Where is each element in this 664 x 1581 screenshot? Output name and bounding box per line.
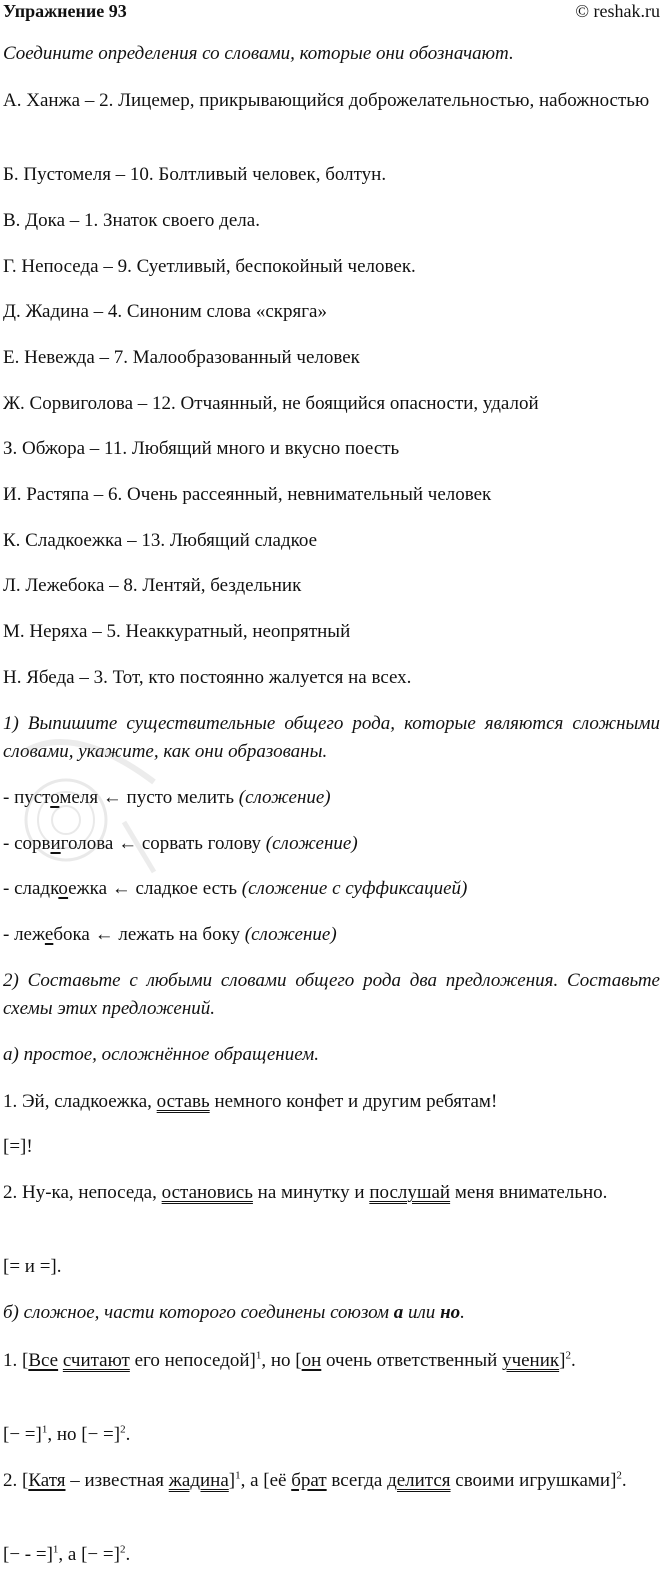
sentence-a2: 2. Ну-ка, непоседа, остановись на минутку и послушай меня внимательно. — [3, 1182, 608, 1203]
predicate: считают — [62, 1350, 130, 1371]
sentence-b1: 1. [Все считают его непоседой]$^1$, но [он очень ответственный ученик]$^2$. — [3, 1349, 576, 1371]
pair-item: Ж. Сорвиголова – 12. Отчаянный, не боящийся опасности, удалой — [3, 393, 539, 414]
exercise-title: Упражнение 93 — [3, 0, 127, 21]
predicate: ученик — [502, 1350, 560, 1371]
pair-item: Б. Пустомеля – 10. Болтливый человек, болтун. — [3, 164, 387, 185]
scheme-a2: [= и =]. — [3, 1256, 62, 1277]
subject: Все — [28, 1350, 59, 1371]
pair-item: В. Дока – 1. Знаток своего дела. — [3, 210, 260, 231]
connecting-vowel: о — [58, 878, 69, 899]
pair-item: З. Обжора – 11. Любящий много и вкусно поесть — [3, 438, 400, 459]
connecting-vowel: и — [50, 833, 61, 854]
predicate: послушай — [369, 1182, 451, 1203]
question-2: 2) Составьте с любыми словами общего рода два предложения. Составьте схемы этих предложений. — [3, 970, 660, 1019]
pair-item: Д. Жадина – 4. Синоним слова «скряга» — [3, 301, 327, 322]
scheme-b1: [− =]$^1$, но [− =]$^2$. — [3, 1423, 131, 1445]
predicate: жадина — [168, 1470, 229, 1491]
predicate: делится — [387, 1470, 451, 1491]
connecting-vowel: о — [50, 787, 60, 808]
compound-word: - сорвиголова ← сорвать голову (сложение) — [3, 833, 358, 854]
pair-item: А. Ханжа – 2. Лицемер, прикрывающийся доброжелательностью, набожностью — [3, 90, 650, 111]
compound-word: - сладкоежка ← сладкое есть (сложение с суффиксацией) — [3, 878, 468, 899]
compound-word: - лежебока ← лежать на боку (сложение) — [3, 924, 337, 945]
scheme-a1: [=]! — [3, 1136, 33, 1157]
subject: он — [301, 1350, 322, 1371]
scheme-b2: [− - =]$^1$, а [− =]$^2$. — [3, 1543, 131, 1565]
pair-item: Л. Лежебока – 8. Лентяй, бездельник — [3, 575, 302, 596]
pair-item: М. Неряха – 5. Неаккуратный, неопрятный — [3, 621, 351, 642]
question-1: 1) Выпишите существительные общего рода, которые являются сложными словами, укажите, как они образованы. — [3, 713, 660, 762]
predicate: остановись — [161, 1182, 253, 1203]
source-label: © reshak.ru — [575, 0, 660, 21]
task-text: Соедините определения со словами, которые они обозначают. — [3, 43, 514, 64]
connecting-vowel: е — [44, 924, 54, 945]
part-a-heading: а) простое, осложнённое обращением. — [3, 1044, 320, 1065]
pair-item: Е. Невежда – 7. Малообразованный человек — [3, 347, 360, 368]
part-b-heading: б) сложное, части которого соединены союзом а или но. — [3, 1302, 465, 1323]
predicate: оставь — [156, 1091, 210, 1112]
pair-item: Г. Непоседа – 9. Суетливый, беспокойный человек. — [3, 256, 416, 277]
page-header — [3, 0, 660, 22]
pair-item: И. Растяпа – 6. Очень рассеянный, невнимательный человек — [3, 484, 492, 505]
subject: Катя — [28, 1470, 66, 1491]
sentence-a1: 1. Эй, сладкоежка, оставь немного конфет и другим ребятам! — [3, 1091, 498, 1112]
compound-word: - пустомеля ← пусто мелить (сложение) — [3, 787, 331, 808]
pair-item: Н. Ябеда – 3. Тот, кто постоянно жалуется на всех. — [3, 667, 412, 688]
subject: брат — [291, 1470, 327, 1491]
sentence-b2: 2. [Катя – известная жадина]$^1$, а [её брат всегда делится своими игрушками]$^2$. — [3, 1469, 627, 1491]
pair-item: К. Сладкоежка – 13. Любящий сладкое — [3, 530, 318, 551]
